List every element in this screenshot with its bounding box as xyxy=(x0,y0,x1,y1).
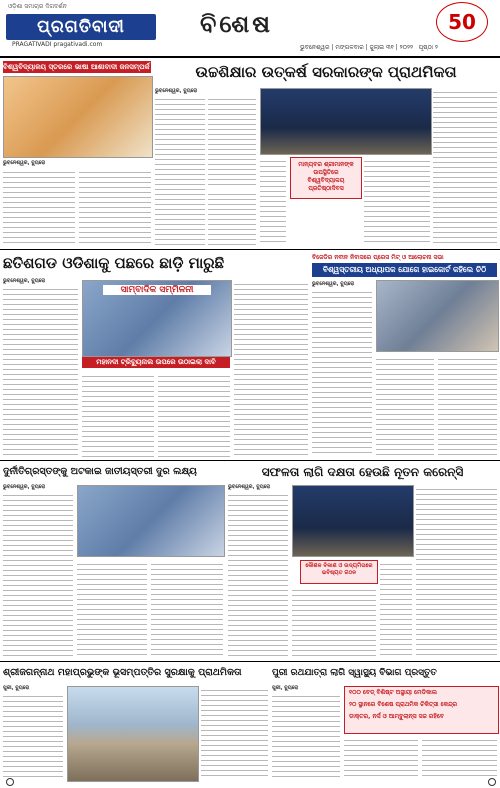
story2-text-col-right xyxy=(433,88,497,245)
story4-text-col3 xyxy=(438,355,497,457)
anniversary-badge: 50 xyxy=(436,2,488,42)
date: ଭୁବନେଶ୍ୱର | ମଙ୍ଗଳବାର | ଜୁଲାଇ ୩୧ | ୨୦୨୨ xyxy=(300,44,413,51)
story2-text-col3 xyxy=(260,157,286,245)
story5-byline: ଭୁବନେଶ୍ୱର, ବ୍ୟୁରୋ xyxy=(3,484,46,490)
divider-3 xyxy=(0,661,500,662)
story7-headline[interactable]: ଶ୍ରୀଜଗନ୍ନାଥ ମହାପ୍ରଭୁଙ୍କ ଭୂସମ୍ପତ୍ତିର ସୁରକ୍ଷାକୁ ପ୍ରାଥମିକତା xyxy=(3,667,242,678)
story6-photo xyxy=(292,485,414,557)
press-meet-banner: ସାମ୍ବାଦିକ ସମ୍ମିଳନୀ xyxy=(103,285,211,295)
story3-photo xyxy=(82,280,232,357)
website[interactable]: pragativadi.com xyxy=(53,41,103,48)
story3-headline[interactable]: ଛତିଶଗଡ ଓଡିଶାକୁ ପଛରେ ଛାଡ଼ି ମାରୁଛି xyxy=(3,254,225,272)
story4-byline: ଭୁବନେଶ୍ୱର, ବ୍ୟୁରୋ xyxy=(312,281,355,287)
story3-text-col2 xyxy=(82,372,154,457)
story6-byline: ଭୁବନେଶ୍ୱର, ବ୍ୟୁରୋ xyxy=(228,484,271,490)
story7-byline: ପୁରୀ, ବ୍ୟୁରୋ xyxy=(3,685,30,691)
story1-text-col1 xyxy=(3,168,75,246)
newspaper-logo[interactable]: ପ୍ରଗତିବାଦୀ xyxy=(6,14,156,40)
story2-pullquote: ମାନ୍ୟବର ଶ୍ରୀମାନଙ୍କ ଉପସ୍ଥିତିରେ ବିଶ୍ୱବିଦ୍ୟାଳୟ ପ୍ରତିଷ୍ଠାଦିବସ xyxy=(298,161,354,192)
story8-text-col3 xyxy=(422,736,497,780)
divider-1 xyxy=(0,249,500,250)
story2-text-col2 xyxy=(208,95,256,185)
story6-pullquote: କୌଶଳ ବିକାଶ ଓ ଉଦ୍ୟମିତାରେ ଭବିଷ୍ୟତ ଗଠନ xyxy=(305,563,373,576)
bullet-item-3: ଡାକ୍ତର, ନର୍ସ ଓ ଆମ୍ବୁଲାନ୍ସ ସଜ ରହିବେ xyxy=(349,713,444,720)
story8-bullets-box xyxy=(344,686,499,734)
bullet-item-1: ୧୦୦ ବେଡ୍ ବିଶିଷ୍ଟ ଅସ୍ଥାୟୀ ମେଡିକାଲ xyxy=(349,689,438,696)
story4-photo xyxy=(376,280,499,352)
story7-photo xyxy=(67,686,199,782)
story7-text-col1 xyxy=(3,692,63,780)
story6-text-col3 xyxy=(292,586,376,658)
story1-headline[interactable]: ବିଶ୍ୱବିଦ୍ୟାଳୟ ସ୍ତରରେ ଭାଷା ଆଶାବାଦୀ ଜନସମ୍ପର୍କ ଆହ୍ୱାନ xyxy=(3,63,175,71)
story3-caption: ମହାନଦୀ ଟ୍ରିବ୍ୟୁନାଲ ଉପରେ ଉଠାଇଲା ଦାବି xyxy=(82,357,230,368)
story8-headline[interactable]: ପୁରୀ ରଥଯାତ୍ରା ଲାଗି ସ୍ୱାସ୍ଥ୍ୟ ବିଭାଗ ପ୍ରସ୍ତୁତ xyxy=(272,668,437,678)
story2-text-col4 xyxy=(364,157,430,245)
story8-byline: ପୁରୀ, ବ୍ୟୁରୋ xyxy=(272,685,299,691)
story5-photo xyxy=(77,485,225,557)
story3-text-col3 xyxy=(158,372,230,457)
story1-byline: ଭୁବନେଶ୍ୱର, ବ୍ୟୁରୋ xyxy=(3,160,46,166)
story2-photo xyxy=(260,88,432,155)
story2-pullquote-box xyxy=(290,157,362,199)
story4-kicker: ବିଜେଡିର ନବୀନ ନିବାସରେ ପ୍ରେସ ମିଟ୍ ଓ ଆଲୋଚନା ସଭା xyxy=(312,254,444,261)
story4-text-col1 xyxy=(312,288,372,457)
section-title: ବିଶେଷ xyxy=(200,10,273,38)
divider-2 xyxy=(0,460,500,461)
story1-photo xyxy=(3,76,153,158)
dateline xyxy=(300,44,438,52)
story5-headline[interactable]: ଦୁର୍ନୀତିଗ୍ରସ୍ତଙ୍କୁ ଅଟକାଇ ଜାତୀୟସ୍ତରୀ ଦୁର ଲକ୍ଷ୍ୟ xyxy=(3,466,197,477)
logo-latin: PRAGATIVADI xyxy=(12,41,52,48)
registration-mark-right xyxy=(488,778,496,786)
story2-text-col1 xyxy=(155,95,205,245)
story6-text-col2 xyxy=(380,560,412,658)
story4-headline[interactable]: ବିଶ୍ୱସ୍ତରୀୟ ଅଧ୍ୟାପକ ଯୋଗେ ହାଇକୋର୍ଟ କହିଲେ ଚିଠି xyxy=(312,263,497,277)
story6-text-col4 xyxy=(416,485,497,658)
story8-text-col1 xyxy=(272,692,340,780)
story6-headline[interactable]: ସଫଳତା ଲାଗି ଦକ୍ଷତା ହେଉଛି ନୂତନ କରେନ୍ସି xyxy=(261,465,464,479)
story7-text-col2 xyxy=(201,686,268,780)
story3-text-col4 xyxy=(234,280,308,457)
story5-text-col1 xyxy=(3,491,73,658)
masthead-sub xyxy=(12,41,102,48)
registration-mark-left xyxy=(6,778,14,786)
story2-text-col5 xyxy=(208,190,256,245)
story4-text-col2 xyxy=(376,355,434,457)
story3-byline: ଭୁବନେଶ୍ୱର, ବ୍ୟୁରୋ xyxy=(3,278,46,284)
page-number: ପୃଷ୍ଠା ୨ xyxy=(418,44,438,51)
story6-text-col1 xyxy=(228,491,288,658)
masthead-rule xyxy=(0,56,500,58)
story3-text-col1 xyxy=(3,285,78,457)
story5-text-col3 xyxy=(151,560,223,658)
story6-pullquote-box xyxy=(300,560,378,584)
story1-text-col2 xyxy=(79,168,151,246)
story5-text-col2 xyxy=(77,560,147,658)
story2-headline[interactable]: ଉଚ୍ଚଶିକ୍ଷାର ଉତ୍କର୍ଷ ସରକାରଙ୍କ ପ୍ରାଥମିକତା xyxy=(195,63,457,81)
story2-byline: ଭୁବନେଶ୍ୱର, ବ୍ୟୁରୋ xyxy=(155,88,198,94)
story8-text-col2 xyxy=(344,736,418,780)
masthead-tagline: ଓଡ଼ିଶା ସମାଚାର ଦିଗଦର୍ଶନ xyxy=(8,3,67,10)
bullet-item-2: ୨୦ ସ୍ଥାନରେ ବିଶେଷ ପ୍ରାଥମିକ ଚିକିତ୍ସା କେନ୍ଦ୍ର xyxy=(349,701,458,708)
